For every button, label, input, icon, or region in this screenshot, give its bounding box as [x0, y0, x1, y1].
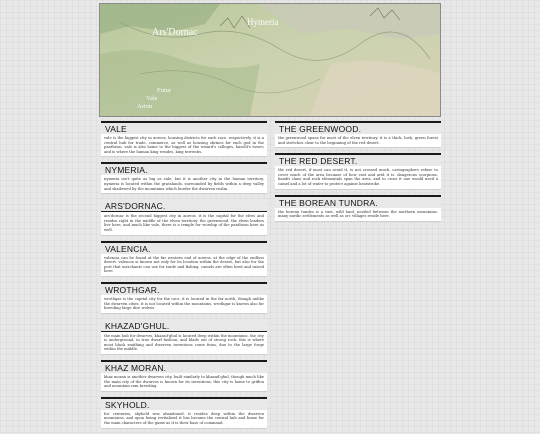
- world-map: [99, 3, 441, 117]
- world-map-illustration: [100, 4, 440, 116]
- entry-title: VALENCIA.: [101, 241, 267, 254]
- left-column: [101, 121, 267, 434]
- entry-title: KHAZAD'GHUL.: [101, 319, 267, 332]
- entry-body: for centuries, skyhold was abandoned. it resides deep within the dwarven mountains, and upon being revitalized it has become the central hub and home for the main characters of the game as it is their base of command.: [101, 410, 267, 429]
- entry-title: WROTHGAR.: [101, 282, 267, 295]
- map-label-arsdornac: Ars'Dornac: [152, 27, 198, 38]
- entry-title: THE BOREAN TUNDRA.: [275, 195, 441, 208]
- entry-vale: [101, 121, 267, 157]
- entry-title: KHAZ MORAN.: [101, 360, 267, 373]
- entry-wrothgar: [101, 282, 267, 314]
- entry-title: THE GREENWOOD.: [275, 121, 441, 134]
- entry-body: ars'dornac is the second biggest city in aoreos. it is the capital for the elves and resides right in the middle of the elven territory. the greenwood. the elven leaders live here, and much like vale, there is a temple for worship of the pantheon here as well.: [101, 212, 267, 235]
- map-label-futur: Futur: [157, 87, 172, 94]
- entry-body: wrothgar is the capital city for the orcs. it is located in the far north, though unlike the dwarven cities, it is not located within the mountains. wrothgar is known also for breeding large dire wolves.: [101, 295, 267, 314]
- entry-body: nymeria isn't quite as big as vale, but it is another city in the human territory. nymeria is located within the grasslands, surrounded by fields within a deep valley and shadowed by the mountains which border the dwarven realm.: [101, 175, 267, 194]
- entry-body: the red desert, if most can avoid it, is not crossed much. cartographers refuse to cover much of the area because of how vast and arid it is. dangerous scorpions, bandit clans and rock elementals span the area, and to cross it one would need a camel and a lot of water to protect against heatstroke.: [275, 166, 441, 189]
- right-column: [275, 121, 441, 227]
- entry-valencia: [101, 241, 267, 277]
- entry-skyhold: [101, 397, 267, 429]
- entry-title: SKYHOLD.: [101, 397, 267, 410]
- entry-body: the borean tundra is a vast, wild land, nestled between the northern mountains. many nordic settlements as well as orc villages reside here.: [275, 208, 441, 222]
- entry-red-desert: [275, 153, 441, 189]
- entry-title: THE RED DESERT.: [275, 153, 441, 166]
- entry-body: khaz moran is another dwarven city, built similarly to khazad'ghul, though much like the main city of the dwarves is known for its inventions, this city is home to griffon and mountain ram breeding.: [101, 373, 267, 392]
- entry-body: valencia can be found at the far western end of aoreos, at the edge of the endless desert. valencia is known not only for its location within the desert, but also for the port that merchants can use for trade and fishing. camels are often bred and raised here.: [101, 254, 267, 277]
- entry-khazadghul: [101, 319, 267, 355]
- map-label-arion: Arion: [137, 103, 153, 110]
- entry-title: VALE: [101, 121, 267, 134]
- map-label-vale: Vale: [146, 95, 158, 102]
- map-label-hymeria: Hymeria: [247, 17, 279, 27]
- entry-borean-tundra: [275, 195, 441, 222]
- entry-title: ARS'DORNAC.: [101, 199, 267, 212]
- entry-arsdornac: [101, 199, 267, 235]
- entry-title: NYMERIA.: [101, 162, 267, 175]
- entry-greenwood: [275, 121, 441, 148]
- entry-khazmoran: [101, 360, 267, 392]
- entry-nymeria: [101, 162, 267, 194]
- entry-body: vale is the biggest city in aoreos, housing districts for each race. respectively. it is a central hub for trade, commerce, as well as housing shrines for each god in the pantheon. vale is also home to the biggest of the wizard's colleges, harold's tower, and is where the human king resides, king terrentis.: [101, 134, 267, 157]
- entry-body: the main hub for dwarves, khazad'ghul is located deep within the mountains. the city is underground, in true dwarf fashion, and blade out of strong rock. this is where most black smithing and dwarven inventions come from, due to the large forge within the middle.: [101, 332, 267, 355]
- entry-body: the greenwood spans for most of the elven territory. it is a thick, lush, green forest and stretches clear to the beginning of the red desert.: [275, 134, 441, 148]
